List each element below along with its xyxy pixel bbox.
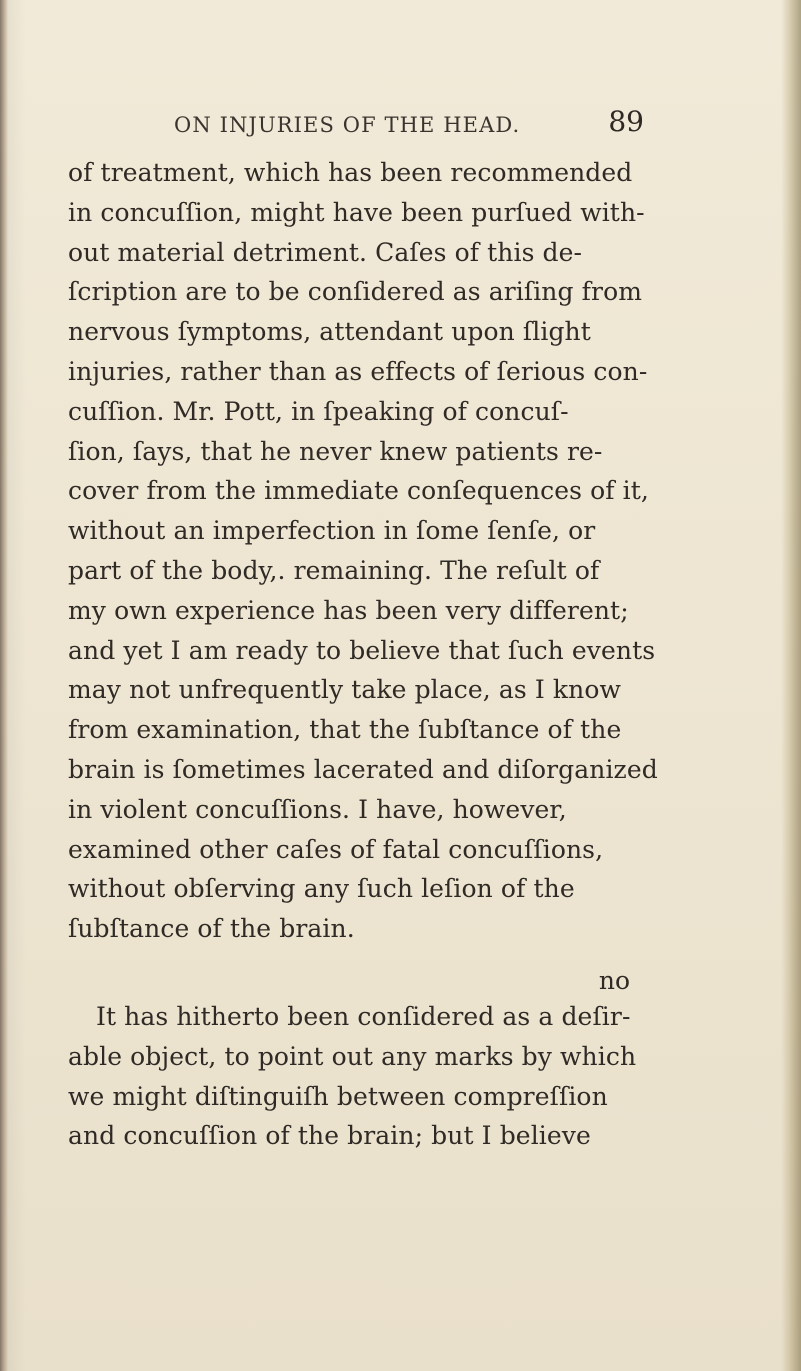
paragraph-gap: [68, 949, 648, 997]
page-right-edge-shadow: [781, 0, 801, 1371]
text-line: and yet I am ready to believe that ſuch events: [68, 635, 656, 665]
text-line: ſion, ſays, that he never knew patients re-: [68, 436, 603, 466]
text-line: brain is ſometimes lacerated and diſorganized: [68, 754, 658, 784]
text-line: nervous ſymptoms, attendant upon ſlight: [68, 317, 591, 347]
text-line: in violent concuſſions. I have, however,: [68, 794, 567, 824]
text-line: from examination, that the ſubſtance of the: [68, 715, 622, 745]
page-left-edge: [0, 0, 8, 1371]
text-line: able object, to point out any marks by which: [68, 1041, 637, 1071]
text-line: out material detriment. Caſes of this de-: [68, 237, 583, 267]
text-line: may not unfrequently take place, as I know: [68, 675, 621, 705]
page-header: [174, 105, 644, 148]
text-line: It has hitherto been conſidered as a deſir-: [96, 1001, 631, 1031]
text-line: my own experience has been very different;: [68, 595, 629, 625]
text-line: part of the body,. remaining. The reſult of: [68, 555, 600, 585]
page-number: 89: [608, 105, 644, 138]
text-line: in concuſſion, might have been purſued with-: [68, 197, 645, 227]
text-line: examined other caſes of fatal concuſſions,: [68, 834, 604, 864]
text-line: cover from the immediate conſequences of it,: [68, 476, 649, 506]
text-line: ſubſtance of the brain.: [68, 914, 355, 944]
text-line: injuries, rather than as effects of ſerious con-: [68, 356, 648, 386]
running-title: ON INJURIES OF THE HEAD.: [174, 113, 521, 137]
paragraph-1: [68, 153, 658, 949]
text-line: of treatment, which has been recommended: [68, 158, 633, 187]
text-line: without obſerving any ſuch leſion of the: [68, 874, 575, 904]
text-line: and concuſſion of the brain; but I believe: [68, 1121, 591, 1151]
catchword: no: [598, 966, 630, 995]
paragraph-2: [68, 997, 648, 1156]
text-line: we might diſtinguiſh between compreſſion: [68, 1081, 608, 1111]
text-line: ſcription are to be conſidered as ariſing from: [68, 277, 643, 307]
text-line: cuſſion. Mr. Pott, in ſpeaking of concuſ-: [68, 396, 569, 426]
main-text-block: [68, 153, 658, 1156]
text-line: without an imperfection in ſome ſenſe, or: [68, 516, 596, 546]
